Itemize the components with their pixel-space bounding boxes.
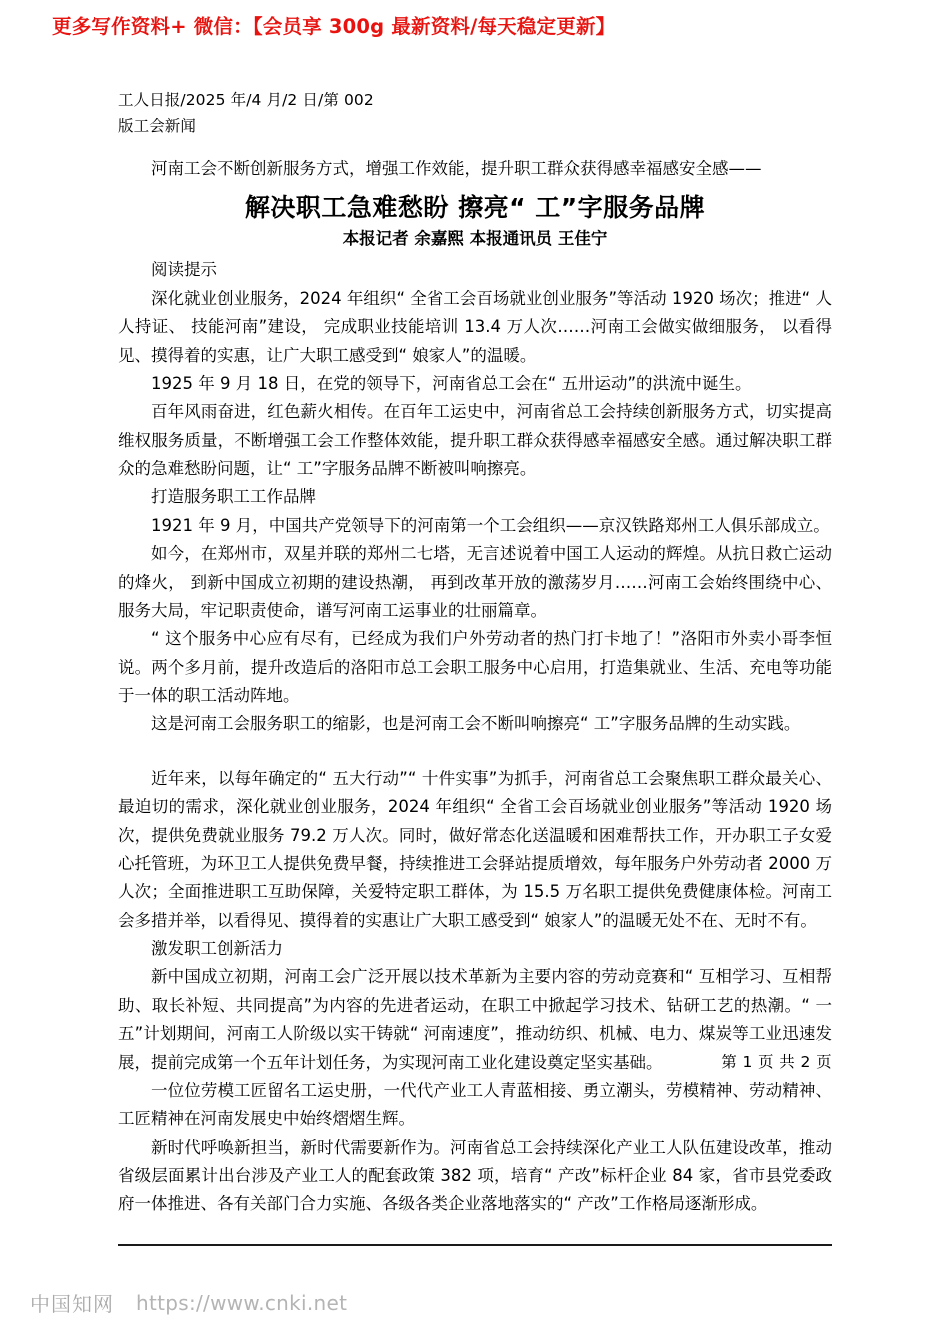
page-title: 解决职工急难愁盼 擦亮“ 工”字服务品牌 xyxy=(244,192,706,222)
body-paragraph: 一位位劳模工匠留名工运史册，一代代产业工人青蓝相接、勇立潮头，劳模精神、劳动精神、工匠精神在河南发展史中始终熠熠生辉。 xyxy=(118,1080,832,1129)
body-paragraph: 1925 年 9 月 18 日，在党的领导下，河南省总工会在“ 五卅运动”的洪流中诞生。 xyxy=(151,373,752,393)
cnki-url-label: https://www.cnki.net xyxy=(136,1290,348,1315)
body-paragraph: 1921 年 9 月，中国共产党领导下的河南第一个工会组织——京汉铁路郑州工人俱乐部成立。 xyxy=(151,515,830,535)
promo-banner-text: 更多写作资料+ 微信：【会员享 300g 最新资料/每天稳定更新】 xyxy=(52,15,616,38)
body-paragraph: 如今，在郑州市，双星并联的郑州二七塔，无言述说着中国工人运动的辉煌。从抗日救亡运动的烽火， 到新中国成立初期的建设热潮， 再到改革开放的激荡岁月……河南工会始终围绕中心、服务大局，牢记职责使命，谱写河南工运事业的壮丽篇章。 xyxy=(118,544,832,620)
body-paragraph: 百年风雨奋进，红色薪火相传。在百年工运史中，河南省总工会持续创新服务方式，切实提高维权服务质量，不断增强工会工作整体效能，提升职工群众获得感幸福感安全感。通过解决职工群众的急难愁盼问题，让“ 工”字服务品牌不断被叫响擦亮。 xyxy=(118,402,832,479)
body-paragraph: 近年来，以每年确定的“ 五大行动”“ 十件实事”为抓手，河南省总工会聚焦职工群众最关心、最迫切的需求，深化就业创业服务，2024 年组织“ 全省工会百场就业创业服务”等活动 1920 场次，提供免费就业服务 79.2 万人次。同时，做好常态化送温暖和困难帮扶工作，开办职工子女爱心托管班，为环卫工人提供免费早餐，持续推进工会驿站提质增效，每年服务户外劳动者 2000 万人次；全面推进职工互助保障，关爱特定职工群体，为 15.5 万名职工提供免费健康体检。河南工会多措并举，以看得见、摸得着的实惠让广大职工感受到“ 娘家人”的温暖无处不在、无时不有。 xyxy=(118,768,832,930)
source-line xyxy=(118,88,832,139)
source-line-2: 版工会新闻 xyxy=(118,116,197,135)
footer-divider xyxy=(118,1244,832,1246)
body-paragraph: 这是河南工会服务职工的缩影，也是河南工会不断叫响擦亮“ 工”字服务品牌的生动实践。 xyxy=(151,714,801,734)
cnki-watermark xyxy=(30,1288,347,1317)
source-line-1: 工人日报/2025 年/4 月/2 日/第 002 xyxy=(118,91,374,109)
section-subheading: 阅读提示 xyxy=(151,260,217,280)
body-paragraph: “ 这个服务中心应有尽有，已经成为我们户外劳动者的热门打卡地了！”洛阳市外卖小哥李恒说。两个多月前，提升改造后的洛阳市总工会职工服务中心启用，打造集就业、生活、充电等功能于一体的职工活动阵地。 xyxy=(118,629,832,706)
byline: 本报记者 余嘉熙 本报通讯员 王佳宁 xyxy=(342,228,608,248)
body-paragraph: 新时代呼唤新担当，新时代需要新作为。河南省总工会持续深化产业工人队伍建设改革，推动省级层面累计出台涉及产业工人的配套政策 382 项，培育“ 产改”标杆企业 84 家，省市县党委政府一体推进、各有关部门合力实施、各级各类企业落地落实的“ 产改”工作格局逐渐形成。 xyxy=(118,1137,832,1214)
body-paragraph: 深化就业创业服务，2024 年组织“ 全省工会百场就业创业服务”等活动 1920 场次；推进“ 人人持证、 技能河南”建设， 完成职业技能培训 13.4 万人次……河南工会做实做细服务， 以看得见、摸得着的实惠，让广大职工感受到“ 娘家人”的温暖。 xyxy=(118,288,832,365)
article-paragraphs xyxy=(118,256,832,1218)
section-subheading: 激发职工创新活力 xyxy=(151,939,283,959)
cnki-brand-label: 中国知网 xyxy=(30,1292,114,1316)
paragraph-gap xyxy=(118,739,832,765)
section-subheading: 打造服务职工工作品牌 xyxy=(151,487,316,507)
page-indicator: 第 1 页 共 2 页 xyxy=(721,1053,832,1071)
shoulder-title: 河南工会不断创新服务方式，增强工作效能，提升职工群众获得感幸福感安全感—— xyxy=(151,159,762,179)
body-paragraph: 新中国成立初期，河南工会广泛开展以技术革新为主要内容的劳动竞赛和“ 互相学习、互相帮助、取长补短、共同提高”为内容的先进者运动，在职工中掀起学习技术、钻研工艺的热潮。“ 一五”计划期间，河南工人阶级以实干铸就“ 河南速度”，推动纺织、机械、电力、煤炭等工业迅速发展，提前完成第一个五年计划任务，为实现河南工业化建设奠定坚实基础。 xyxy=(118,967,832,1072)
